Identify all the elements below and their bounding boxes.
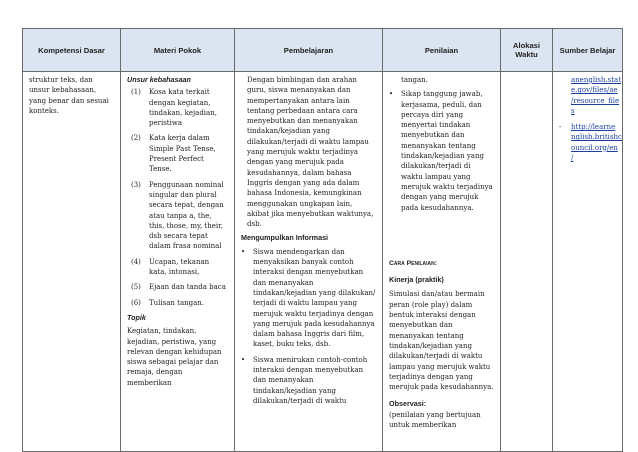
topik-text: Kegiatan, tindakan, kejadian, peristiwa, yang relevan dengan kehidupan siswa sebagai pelajar dan remaja, dengan memberikan	[127, 327, 222, 387]
kompetensi-text: struktur teks, dan unsur kebahasaan, yang benar dan sesuai konteks.	[29, 76, 109, 115]
header-sumber-belajar: Sumber Belajar	[553, 29, 623, 72]
penilaian-cell	[383, 72, 501, 452]
kinerja-heading: Kinerja (praktik)	[389, 275, 444, 285]
list-item: • Siswa menirukan contoh-contoh interaksi dengan menyebutkan dan menanyakan tindakan/kejadian yang dilakukan/terjadi di waktu	[241, 355, 368, 405]
mengumpulkan-informasi-heading: Mengumpulkan Informasi	[241, 233, 329, 243]
header-pembelajaran: Pembelajaran	[235, 29, 383, 72]
list-item: (5) Ejaan dan tanda baca	[131, 283, 226, 292]
list-item: (4) Ucapan, tekanan kata, intonasi,	[131, 257, 210, 277]
pembelajaran-intro: Dengan bimbingan dan arahan guru, siswa menanyakan dan mempertanyakan antara lain tentang perbedaan antara cara menyebutkan dan menanyakan tindakan/kejadian yang dilakukan/terjadi di waktu lampau yang merujuk waktu terjadinya dengan yang merujuk pada kesudahannya, dalam bahasa Inggris dengan yang ada dalam bahasa Indonesia, kemungkinan menggunakan ungkapan lain, akibat jika menyebutkan waktunya, dsb.	[247, 76, 374, 229]
header-row	[23, 29, 623, 72]
penilaian-top: tangan.	[401, 76, 428, 84]
list-item: (6) Tulisan tangan.	[131, 298, 205, 307]
bullet-icon: •	[389, 90, 394, 99]
syllabus-table	[22, 28, 623, 452]
cara-penilaian-heading: Cara Penilaian:	[389, 259, 438, 267]
observasi-heading: Observasi:	[389, 399, 427, 409]
list-item: (3) Penggunaan nominal singular dan plural secara tepat, dengan atau tanpa a, the, this, those, my, their, dsb secara tepat dalam frasa nominal	[131, 180, 224, 251]
bullet-icon: •	[241, 247, 246, 256]
header-alokasi-waktu: Alokasi Waktu	[501, 29, 553, 72]
kinerja-text: Simulasi dan/atau bermain peran (role play) dalam bentuk interaksi dengan menyebutkan dan menanyakan tentang tindakan/kejadian yang dilakukan/terjadi di waktu lampau yang merujuk waktu terjadinya dengan yang merujuk pada kesudahannya.	[389, 290, 494, 392]
unsur-list	[127, 87, 228, 308]
pembelajaran-bullets	[241, 247, 376, 406]
resource-link[interactable]: anenglish.stat e.gov/files/ae /resource_file s	[571, 76, 622, 115]
link-item[interactable]: - http://learne nglish.britishc ouncil.org/en /	[559, 123, 622, 163]
observasi-text: (penilaian yang bertujuan untuk memberikan	[389, 410, 481, 430]
alokasi-cell	[501, 72, 553, 452]
topik-heading: Topik	[127, 312, 146, 322]
sumber-cell	[553, 72, 623, 452]
unsur-kebahasaan-heading: Unsur kebahasaan	[127, 75, 191, 84]
materi-cell	[121, 72, 235, 452]
list-item: • Siswa mendengarkan dan menyaksikan banyak contoh interaksi dengan menyebutkan dan menanyakan tindakan/kejadian yang dilakukan/ terjadi di waktu lampau yang merujuk waktu terjadinya dengan yang merujuk pada kesudahannya dalam bahasa Inggris dari film, kaset, buku teks, dsb.	[241, 247, 376, 349]
kompetensi-cell	[23, 72, 121, 452]
header-penilaian: Penilaian	[383, 29, 501, 72]
resource-link[interactable]: http://learne nglish.britishc ouncil.org/en /	[571, 123, 622, 163]
list-item: (1) Kosa kata terkait dengan kegiatan, tindakan, kejadian, peristiwa	[131, 88, 217, 128]
list-item: • Sikap tanggung jawab, kerjasama, peduli, dan percaya diri yang menyertai tindakan menyebutkan dan menanyakan tentang tindakan/kejadian yang dilakukan/terjadi di waktu lampau yang merujuk waktu terjadinya dengan yang merujuk pada kesudahannya.	[389, 90, 493, 212]
header-materi-pokok: Materi Pokok	[121, 29, 235, 72]
pembelajaran-cell	[235, 72, 383, 452]
content-row	[23, 72, 623, 452]
list-item: (2) Kata kerja dalam Simple Past Tense, Present Perfect Tense.	[131, 134, 216, 174]
link-item[interactable]	[559, 75, 622, 116]
bullet-icon: •	[241, 355, 246, 364]
header-kompetensi-dasar: Kompetensi Dasar	[23, 29, 121, 72]
penilaian-bullets	[389, 89, 494, 213]
sumber-list	[559, 75, 622, 163]
